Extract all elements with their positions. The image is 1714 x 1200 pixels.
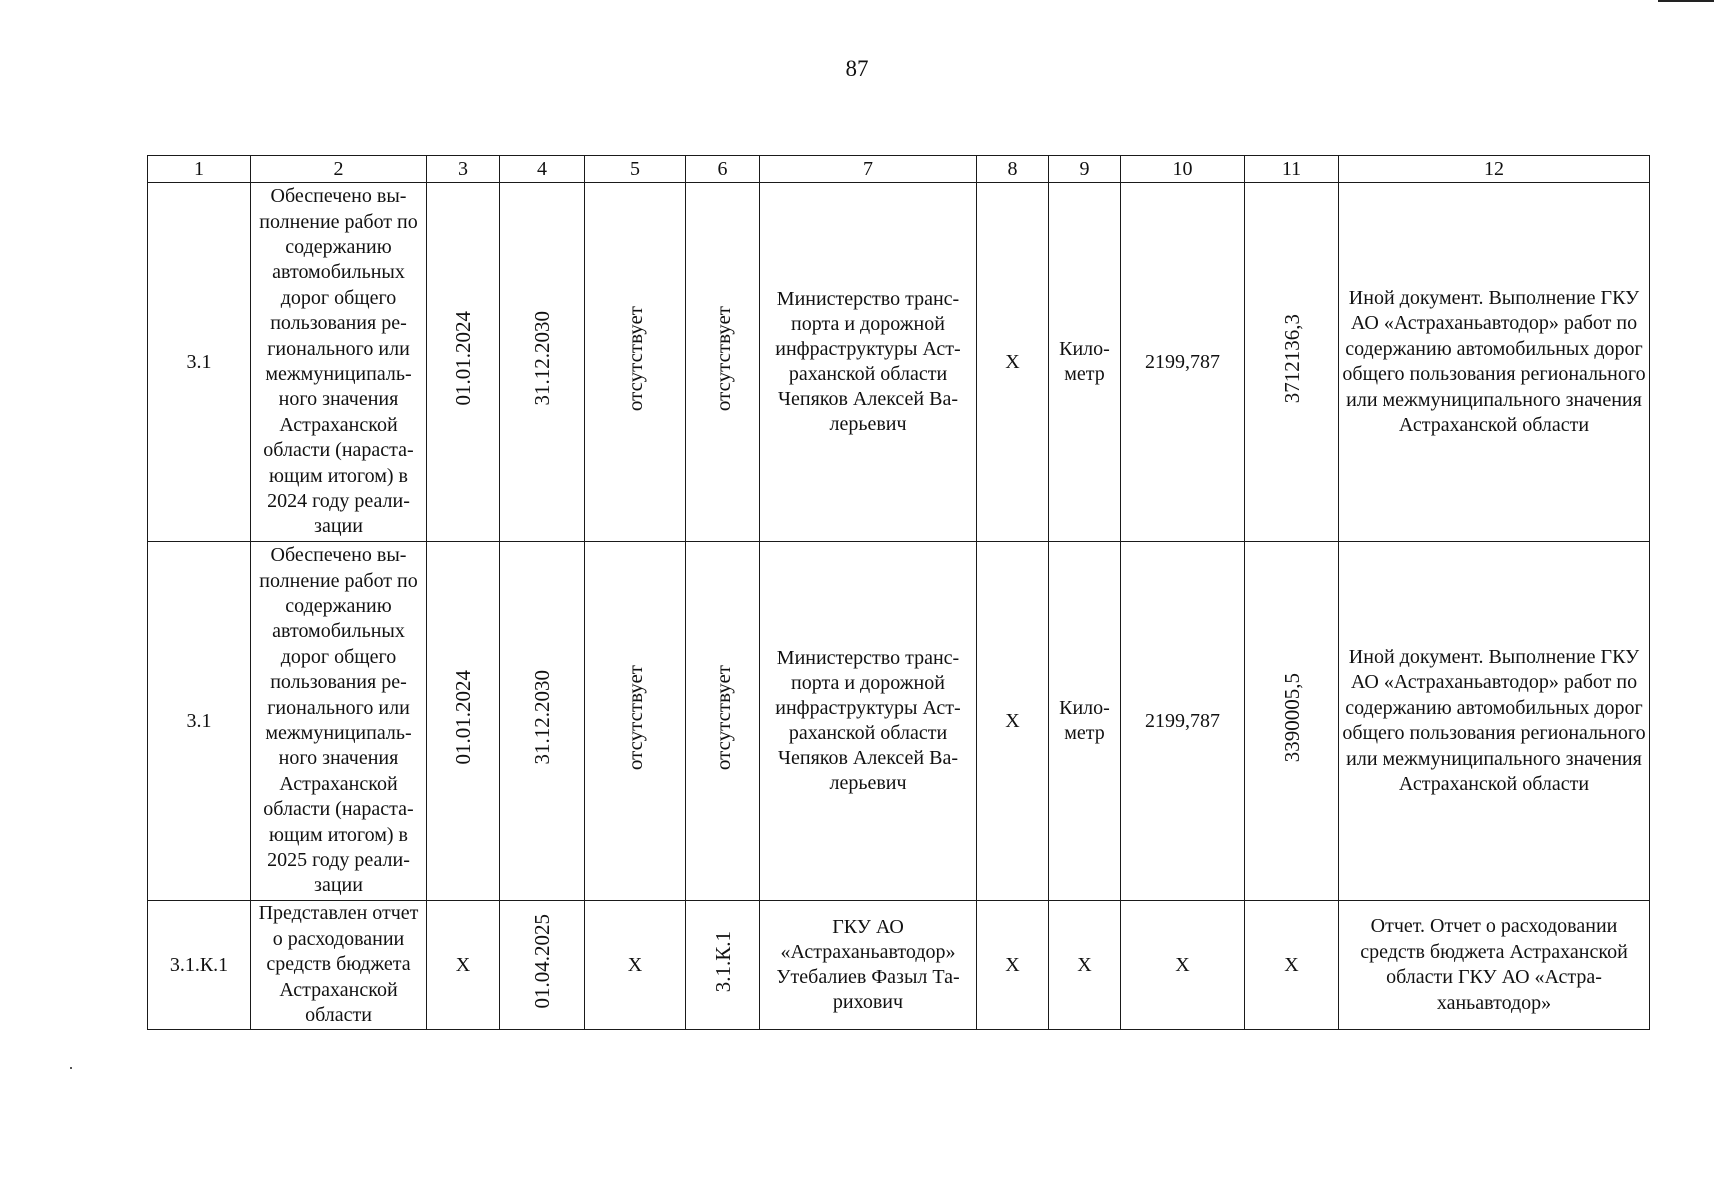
column-number: 10 [1121, 156, 1245, 183]
column-number: 7 [760, 156, 977, 183]
successor: отсутствует [710, 305, 735, 412]
scan-edge-mark [1658, 0, 1714, 2]
confirming-document: Отчет. Отчет о расходовании средств бюджета Астраханской области ГКУ АО «Астраханьавтодор» [1339, 901, 1650, 1030]
successor: отсутствует [710, 664, 735, 771]
responsible-party: Министерство транспорта и дорожной инфраструктуры Астраханской области Чепяков Алексей Валерьевич [760, 542, 977, 901]
column-8-value: Х [977, 542, 1049, 901]
unit-of-measure: Х [1049, 901, 1121, 1030]
predecessor-cell [585, 183, 686, 542]
result-description: Обеспечено выполнение работ по содержанию автомобильных дорог общего пользования регионального или межмуниципального значения Астраханской области (нарастающим итогом) в 2024 году реализации [251, 183, 427, 542]
table-row [148, 183, 1650, 542]
predecessor: Х [585, 901, 686, 1030]
unit-of-measure: Километр [1049, 542, 1121, 901]
end-date-cell [500, 901, 585, 1030]
end-date: 31.12.2030 [530, 670, 554, 765]
row-number: 3.1 [148, 183, 251, 542]
column-number: 2 [251, 156, 427, 183]
unit-of-measure: Километр [1049, 183, 1121, 542]
column-number: 4 [500, 156, 585, 183]
end-date-cell [500, 183, 585, 542]
start-date-cell [427, 183, 500, 542]
page-number: 87 [845, 56, 869, 81]
start-date: Х [427, 901, 500, 1030]
table-row [148, 901, 1650, 1030]
target-value: 2199,787 [1121, 542, 1245, 901]
target-value: Х [1121, 901, 1245, 1030]
successor-cell [686, 183, 760, 542]
successor-cell [686, 901, 760, 1030]
column-number: 5 [585, 156, 686, 183]
column-number: 12 [1339, 156, 1650, 183]
column-number: 6 [686, 156, 760, 183]
successor-cell [686, 542, 760, 901]
result-description: Представлен отчет о расходовании средств бюджета Астраханской области [251, 901, 427, 1030]
result-description: Обеспечено выполнение работ по содержанию автомобильных дорог общего пользования регионального или межмуниципального значения Астраханской области (нарастающим итогом) в 2025 году реализации [251, 542, 427, 901]
scan-dot [70, 1067, 72, 1069]
confirming-document: Иной документ. Выполнение ГКУ АО «Астраханьавтодор» работ по содержанию автомобильных дорог общего пользования регионального или межмуниципального значения Астраханской области [1339, 183, 1650, 542]
successor: 3.1.К.1 [710, 930, 735, 993]
confirming-document: Иной документ. Выполнение ГКУ АО «Астраханьавтодор» работ по содержанию автомобильных дорог общего пользования регионального или межмуниципального значения Астраханской области [1339, 542, 1650, 901]
funding-cell [1245, 183, 1339, 542]
row-number: 3.1 [148, 542, 251, 901]
responsible-party: ГКУ АО «Астраханьавтодор» Утебалиев Фазыл Тарихович [760, 901, 977, 1030]
target-value: 2199,787 [1121, 183, 1245, 542]
column-number: 1 [148, 156, 251, 183]
funding-amount: 3390005,5 [1279, 672, 1304, 763]
predecessor: отсутствует [623, 664, 647, 771]
end-date-cell [500, 542, 585, 901]
responsible-party: Министерство транспорта и дорожной инфраструктуры Астраханской области Чепяков Алексей Валерьевич [760, 183, 977, 542]
funding-cell [1245, 542, 1339, 901]
start-date: 01.01.2024 [451, 311, 475, 406]
document-table [147, 155, 1650, 1030]
predecessor-cell [585, 542, 686, 901]
end-date: 31.12.2030 [530, 311, 554, 406]
column-number: 11 [1245, 156, 1339, 183]
table-row [148, 542, 1650, 901]
column-number-row [148, 156, 1650, 183]
column-8-value: Х [977, 901, 1049, 1030]
predecessor: отсутствует [623, 305, 647, 412]
funding-amount: Х [1245, 901, 1339, 1030]
column-number: 3 [427, 156, 500, 183]
end-date: 01.04.2025 [530, 914, 554, 1009]
start-date-cell [427, 542, 500, 901]
column-number: 8 [977, 156, 1049, 183]
column-number: 9 [1049, 156, 1121, 183]
row-number: 3.1.К.1 [148, 901, 251, 1030]
start-date: 01.01.2024 [451, 670, 475, 765]
funding-amount: 3712136,3 [1279, 313, 1304, 404]
column-8-value: Х [977, 183, 1049, 542]
